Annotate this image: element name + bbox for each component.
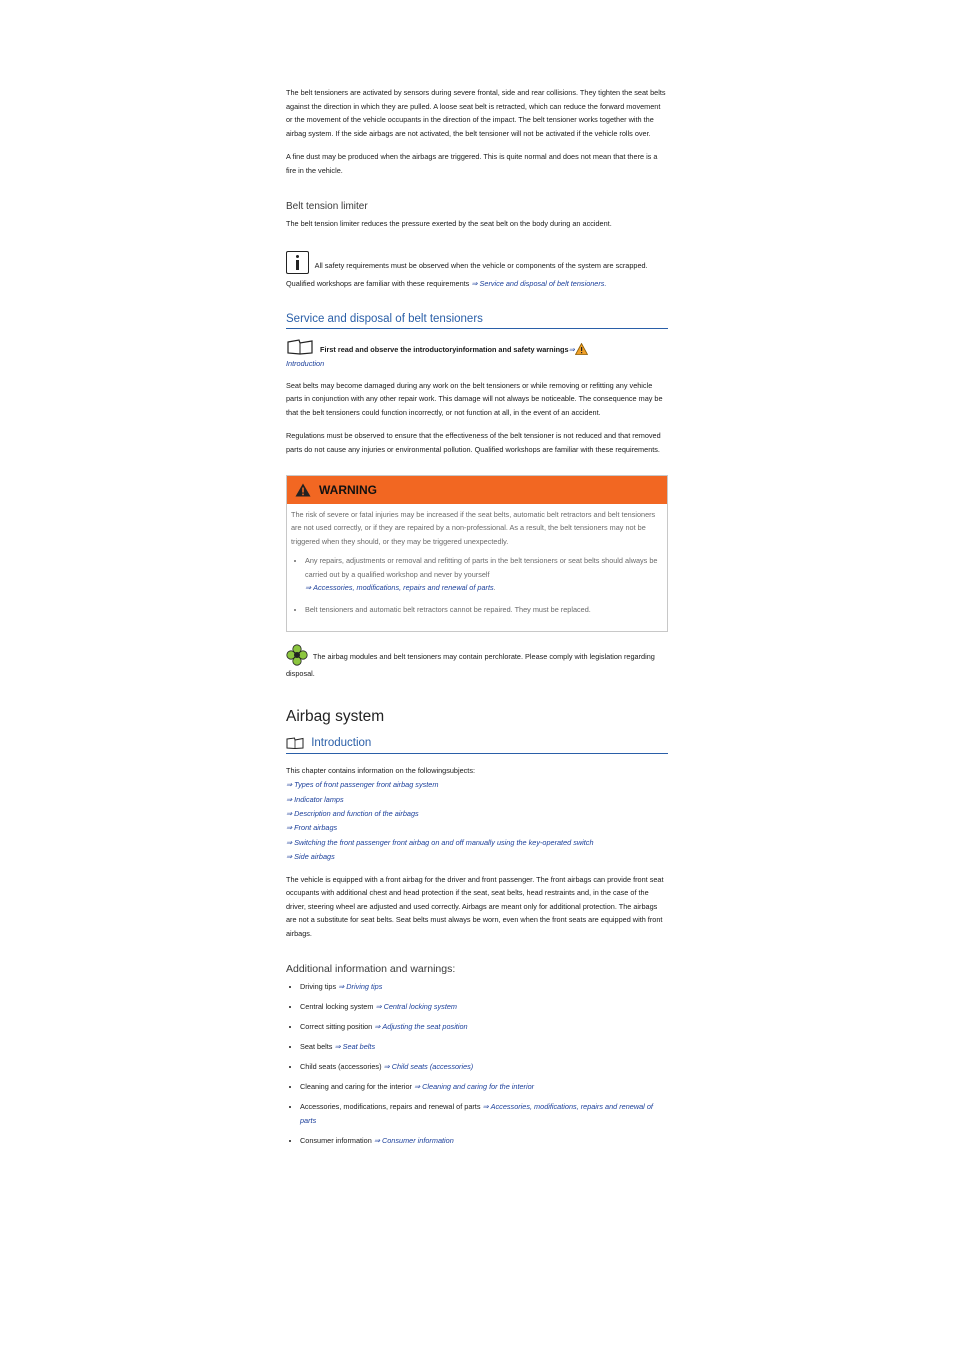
chapter-text: This chapter contains information on the followingsubjects: [286,765,476,775]
list-item: • Central locking system ⇒ Central locking system [300,1000,668,1014]
info-icon [286,251,309,274]
list-item: • Cleaning and caring for the interior ⇒ Cleaning and caring for the interior [300,1080,668,1094]
warning-triangle-icon [575,343,588,355]
subjects-list [286,764,668,865]
accessories-link[interactable]: Accessories, modifications, repairs and renewal of parts [313,583,494,593]
warning-title: WARNING [319,482,377,497]
service-heading [286,313,668,330]
book-icon [286,737,304,749]
additional-heading: Additional information and warnings: [286,962,456,975]
list-item: • Driving tips ⇒ Driving tips [300,980,668,994]
airbag-body: The vehicle is equipped with a front airbag for the driver and front passenger. The front airbags can provide front seat occupants with additional chest and head protection if the seat, seat belts, head restraints and, in the case of the driver, steering wheel are adjusted and used correctly. Airbags are meant only for additional protection. The airbags are not a substitute for seat belts. Seat belts must always be worn, even when the front seats are equipped with front airbags. [286,874,664,939]
seat-belts-link[interactable]: Seat belts [342,1042,376,1052]
introduction-heading-text: Introduction [311,737,372,750]
first-read-row [286,339,668,370]
intro-paragraph-1: The belt tensioners are activated by sensors during severe frontal, side and rear collisions. They tighten the seat belts against the direction in which they are pulled. A loose seat belt is retracted, which can reduce the forward movement or the movement of the vehicle occupants in the direction of the impact. The belt tensioner works together with the airbag system. If the side airbags are not activated, the belt tensioner will not be activated if the vehicle rolls over. [286,88,666,138]
environment-note [286,644,668,682]
manual-page [286,86,668,1154]
flower-environment-icon [286,644,308,666]
info-note-end: . [604,278,607,288]
service-paragraph-1: Seat belts may become damaged during any work on the belt tensioners or while removing or refitting any vehicle parts in conjunction with any other repair work. This damage will not always be noticeable. The consequence may be that the belt tensioners could function incorrectly, or not function at all, in the event of an accident. [286,380,663,417]
subject-link[interactable]: ⇒ Description and function of the airbags [286,809,419,819]
child-seats-link[interactable]: Child seats (accessories) [391,1062,474,1072]
service-heading-text: Service and disposal of belt tensioners [286,312,483,325]
subject-link[interactable]: ⇒ Indicator lamps [286,794,344,804]
environment-text: The airbag modules and belt tensioners may contain perchlorate. Please comply with legislation regarding disposal. [286,651,655,678]
service-paragraph-2: Regulations must be observed to ensure that the effectiveness of the belt tensioner is not reduced and that removed parts do not cause any injuries or environmental pollution. Qualified workshops are familiar with these requirements. [286,431,661,454]
list-item: • Child seats (accessories) ⇒ Child seats (accessories) [300,1060,668,1074]
first-read-arrow: ⇒ [568,345,575,355]
warning-bullet-1-text: Any repairs, adjustments or removal and refitting of parts in the belt tensioners or seat belts should always be carried out by a qualified workshop and never by yourself [305,556,658,579]
consumer-information-link[interactable]: Consumer information [381,1135,454,1145]
warning-body [287,504,667,631]
limiter-text: The belt tension limiter reduces the pressure exerted by the seat belt on the body during an accident. [286,219,612,229]
list-item: • Accessories, modifications, repairs and renewal of parts ⇒ Accessories, modifications, repairs and renewal of parts [300,1100,668,1127]
warning-bullet-1 [305,554,659,595]
additional-list [286,980,668,1147]
introduction-heading [286,737,668,754]
warning-icon [295,483,311,497]
central-locking-link[interactable]: Central locking system [383,1002,457,1012]
accessories-modifications-link[interactable]: Accessories, modifications, repairs and renewal of parts [300,1102,653,1125]
warning-bullet-2: • Belt tensioners and automatic belt retractors cannot be repaired. They must be replaced. [305,603,659,617]
warning-bullet-1-end: . [493,583,496,593]
list-item: • Seat belts ⇒ Seat belts [300,1040,668,1054]
cleaning-interior-link[interactable]: Cleaning and caring for the interior [422,1082,535,1092]
warning-header [287,476,667,504]
first-read-text: First read and observe the introductoryinformation and safety warnings [320,345,569,355]
info-note [286,251,668,293]
subject-link[interactable]: ⇒ Side airbags [286,852,335,862]
warning-box [286,475,668,632]
subject-link[interactable]: ⇒ Switching the front passenger front airbag on and off manually using the key-operated switch [286,837,594,847]
limiter-heading: Belt tension limiter [286,200,368,212]
warning-text: The risk of severe or fatal injuries may be increased if the seat belts, automatic belt retractors and belt tensioners are not used correctly, or if they are repaired by a non-professional. As a result, the belt tensioners may not be triggered when they should, or they may be triggered unexpectedly. [291,509,656,546]
airbag-system-title: Airbag system [286,707,385,725]
warning-bullet-1-arrow: ⇒ [305,583,312,593]
service-disposal-link[interactable]: Service and disposal of belt tensioners [479,278,605,288]
subject-link[interactable]: ⇒ Types of front passenger front airbag system [286,780,439,790]
intro-paragraph-2: A fine dust may be produced when the airbags are triggered. This is quite normal and does not mean that there is a fire in the vehicle. [286,152,658,175]
info-note-arrow: ⇒ [471,278,478,288]
subject-link[interactable]: ⇒ Front airbags [286,823,338,833]
introduction-link[interactable]: Introduction [286,358,325,368]
driving-tips-link[interactable]: Driving tips [346,982,383,992]
list-item: • Correct sitting position ⇒ Adjusting the seat position [300,1020,668,1034]
list-item: • Consumer information ⇒ Consumer information [300,1134,668,1148]
seat-position-link[interactable]: Adjusting the seat position [382,1022,468,1032]
info-note-text: All safety requirements must be observed when the vehicle or components of the system are scrapped. Qualified workshops are familiar with these requirements [286,260,648,288]
book-icon [286,339,314,355]
